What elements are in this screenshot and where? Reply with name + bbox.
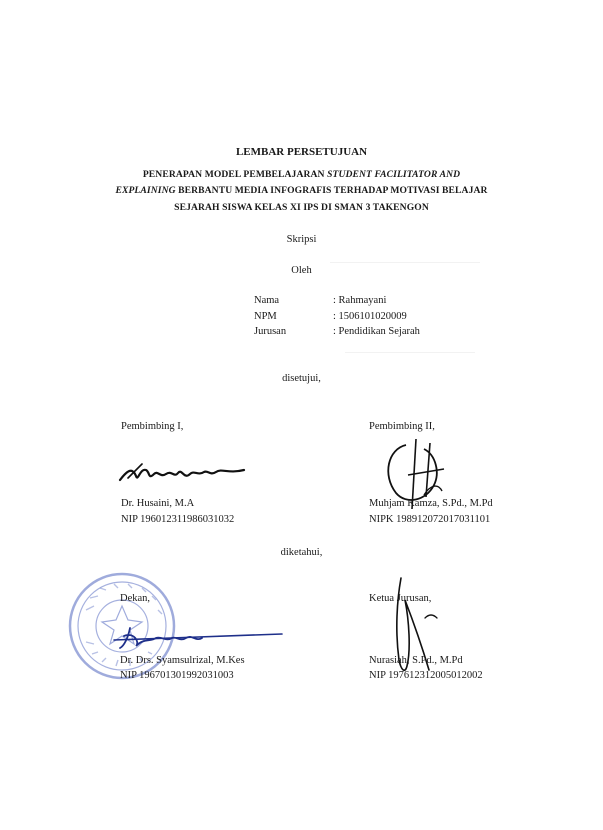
npm-label: NPM xyxy=(254,311,277,322)
page-title: LEMBAR PERSETUJUAN xyxy=(235,146,368,158)
supervisor-1-signature xyxy=(118,458,248,488)
supervisor-1-role: Pembimbing I, xyxy=(121,421,184,432)
subtitle-line-3: SEJARAH SISWA KELAS XI IPS DI SMAN 3 TAKENGON xyxy=(174,202,429,213)
acknowledged-heading: diketahui, xyxy=(280,547,323,558)
approved-heading: disetujui, xyxy=(282,373,321,384)
bleed-through xyxy=(345,352,475,373)
dean-signature xyxy=(110,620,285,652)
dean-nip: NIP 196701301992031003 xyxy=(120,670,234,681)
dean-name: Dr. Drs. Syamsulrizal, M.Kes xyxy=(120,655,245,666)
name-label: Nama xyxy=(254,295,280,306)
supervisor-2-name: Muhjam Kamza, S.Pd., M.Pd xyxy=(369,498,493,509)
supervisor-2-role: Pembimbing II, xyxy=(369,421,435,432)
supervisor-1-name: Dr. Husaini, M.A xyxy=(121,498,195,509)
author-intro: Oleh xyxy=(291,265,312,276)
name-value: : Rahmayani xyxy=(333,295,387,306)
supervisor-1-nip: NIP 196012311986031032 xyxy=(121,514,235,525)
document-type: Skripsi xyxy=(286,234,317,245)
head-role: Ketua Jurusan, xyxy=(369,593,432,604)
department-value: : Pendidikan Sejarah xyxy=(333,326,420,337)
department-label: Jurusan xyxy=(254,326,287,337)
supervisor-2-nipk: NIPK 198912072017031101 xyxy=(369,514,491,525)
npm-value: : 1506101020009 xyxy=(333,311,407,322)
head-nip: NIP 197612312005012002 xyxy=(369,670,483,681)
subtitle-line-2: EXPLAINING BERBANTU MEDIA INFOGRAFIS TERHADAP MOTIVASI BELAJAR xyxy=(115,185,488,196)
subtitle-line-1: PENERAPAN MODEL PEMBELAJARAN STUDENT FACILITATOR AND xyxy=(142,169,461,180)
head-name: Nurasiah, S.Pd., M.Pd xyxy=(369,655,463,666)
dean-role: Dekan, xyxy=(120,593,151,604)
